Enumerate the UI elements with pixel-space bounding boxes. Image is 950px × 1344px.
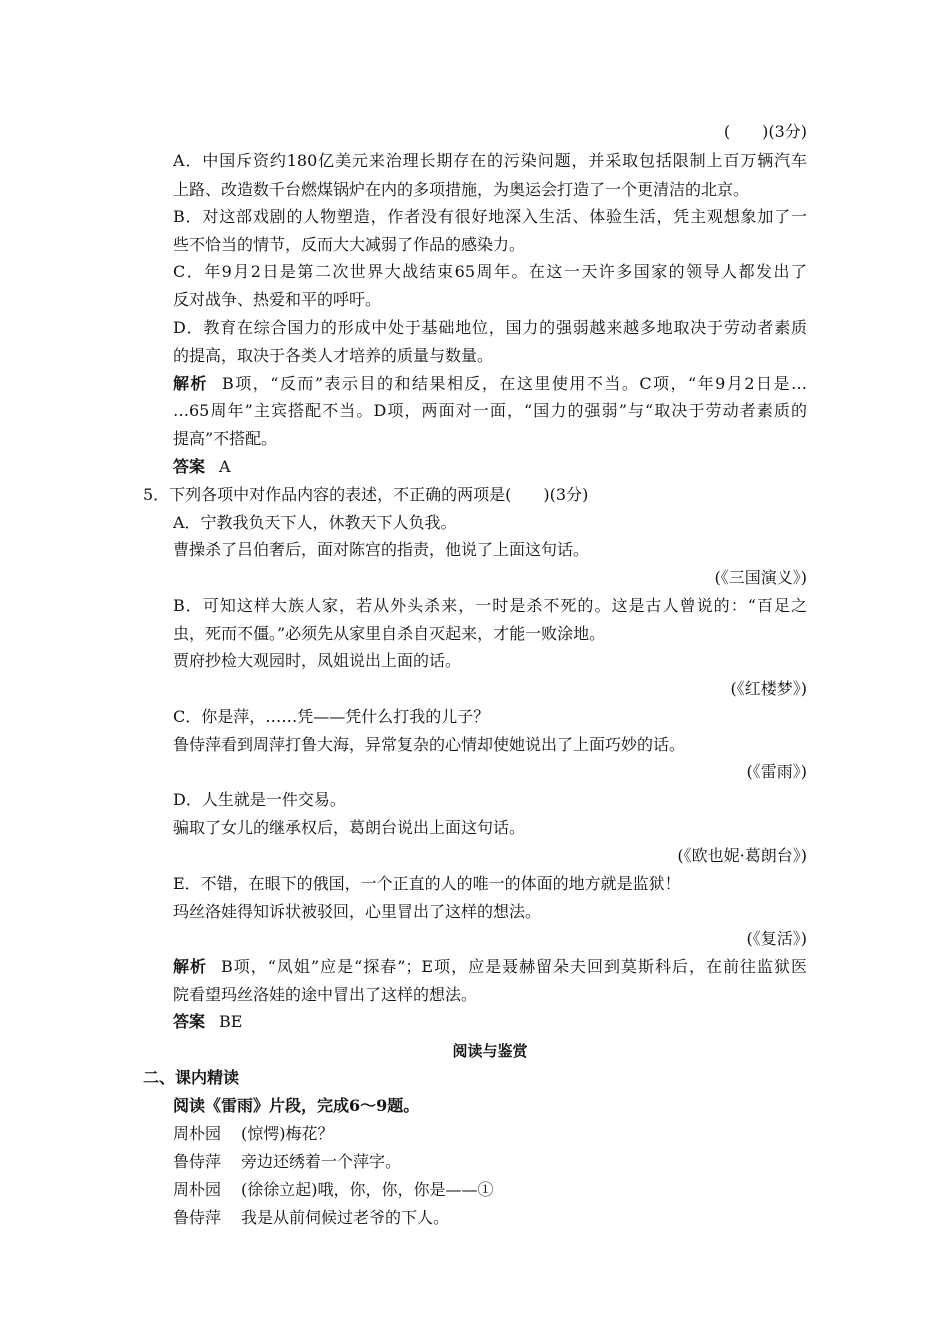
q5-item-b-source: (《红楼梦》) xyxy=(730,679,807,698)
q5-item-e-quote: E．不错，在眼下的俄国，一个正直的人的唯一的体面的地方就是监狱！ xyxy=(173,874,681,893)
dialogue-speaker: 周朴园 xyxy=(173,1180,222,1199)
part-title: 二、课内精读 xyxy=(143,1068,240,1087)
q4-option-b-line2: 些不恰当的情节，反而大大减弱了作品的感染力。 xyxy=(173,235,526,254)
q4-option-b-line1: B．对这部戏剧的人物塑造，作者没有很好地深入生活、体验生活，凭主观想象加了一 xyxy=(173,207,807,226)
q4-answer-label: 答案 xyxy=(173,457,206,476)
q4-option-c-line1: C．年9月2日是第二次世界大战结束65周年。在这一天许多国家的领导人都发出了 xyxy=(173,262,807,281)
q4-option-d-line1: D．教育在综合国力的形成中处于基础地位，国力的强弱越来越多地取决于劳动者素质 xyxy=(173,318,807,337)
dialogue-text: 我是从前伺候过老爷的下人。 xyxy=(241,1208,450,1227)
q5-item-d-source: (《欧也妮·葛朗台》) xyxy=(677,846,807,865)
q4-analysis-line2: …65周年”主宾搭配不当。D项，两面对一面，“国力的强弱”与“取决于劳动者素质的 xyxy=(173,401,807,420)
q5-analysis-text1: B项，“凤姐”应是“探春”；E项，应是聂赫留朵夫回到莫斯科后，在前往监狱医 xyxy=(221,957,807,976)
q5-item-a-source: (《三国演义》) xyxy=(714,568,807,587)
q5-item-d-quote: D．人生就是一件交易。 xyxy=(173,790,346,809)
dialogue-speaker: 鲁侍萍 xyxy=(173,1208,222,1227)
q4-score-line: ( )(3分) xyxy=(723,122,807,141)
q4-answer-line xyxy=(173,453,807,481)
q5-analysis-line1 xyxy=(173,953,807,981)
dialogue-speaker: 鲁侍萍 xyxy=(173,1152,222,1171)
q5-analysis-label: 解析 xyxy=(173,957,207,976)
q5-answer-label: 答案 xyxy=(173,1012,206,1031)
reading-intro: 阅读《雷雨》片段，完成6～9题。 xyxy=(173,1096,420,1115)
q4-answer-value: A xyxy=(219,457,231,476)
q5-answer-value: BE xyxy=(219,1012,243,1031)
q5-item-c-quote: C．你是萍，……凭——凭什么打我的儿子？ xyxy=(173,707,490,726)
dialogue-text: 旁边还绣着一个萍字。 xyxy=(241,1152,402,1171)
q4-option-a-line1: A．中国斥资约180亿美元来治理长期存在的污染问题，并采取包括限制上百万辆汽车 xyxy=(173,151,807,170)
q4-analysis-line3: 提高”不搭配。 xyxy=(173,429,278,448)
dialogue-line-3 xyxy=(173,1176,807,1204)
section-title: 阅读与鉴赏 xyxy=(452,1042,528,1060)
q5-analysis-line2: 院看望玛丝洛娃的途中冒出了这样的想法。 xyxy=(173,985,478,1004)
q5-item-d-desc: 骗取了女儿的继承权后，葛朗台说出上面这句话。 xyxy=(173,818,526,837)
q4-option-d-line2: 的提高，取决于各类人才培养的质量与数量。 xyxy=(173,346,494,365)
dialogue-speaker: 周朴园 xyxy=(173,1124,222,1143)
q4-option-a-line2: 上路、改造数千台燃煤锅炉在内的多项措施，为奥运会打造了一个更清洁的北京。 xyxy=(173,180,750,199)
q5-item-b-desc: 贾府抄检大观园时，凤姐说出上面的话。 xyxy=(173,651,462,670)
q5-stem: 5．下列各项中对作品内容的表述，不正确的两项是( )(3分) xyxy=(143,485,589,504)
dialogue-text: (徐徐立起)哦，你，你，你是——① xyxy=(241,1180,494,1199)
q5-item-a-desc: 曹操杀了吕伯奢后，面对陈宫的指责，他说了上面这句话。 xyxy=(173,540,590,559)
q5-item-b-quote1: B．可知这样大族人家，若从外头杀来，一时是杀不死的。这是古人曾说的：“百足之 xyxy=(173,596,807,615)
q4-option-c-line2: 反对战争、热爱和平的呼吁。 xyxy=(173,290,382,309)
q5-item-c-desc: 鲁侍萍看到周萍打鲁大海，异常复杂的心情却使她说出了上面巧妙的话。 xyxy=(173,735,686,754)
dialogue-line-4 xyxy=(173,1204,807,1232)
q5-item-b-quote2: 虫，死而不僵。”必须先从家里自杀自灭起来，才能一败涂地。 xyxy=(173,624,606,643)
dialogue-text: (惊愕)梅花？ xyxy=(241,1124,334,1143)
q5-item-e-source: (《复活》) xyxy=(746,929,807,948)
q5-item-e-desc: 玛丝洛娃得知诉状被驳回，心里冒出了这样的想法。 xyxy=(173,902,542,921)
q4-analysis-text1: B项，“反而”表示目的和结果相反，在这里使用不当。C项，“年9月2日是… xyxy=(221,374,807,393)
q4-analysis-label: 解析 xyxy=(173,374,208,393)
dialogue-line-2 xyxy=(173,1148,807,1176)
q4-analysis-line1 xyxy=(173,370,807,398)
q5-item-c-source: (《雷雨》) xyxy=(746,762,807,781)
q5-item-a-quote: A．宁教我负天下人，休教天下人负我。 xyxy=(173,513,457,532)
q5-answer-line xyxy=(173,1008,807,1036)
dialogue-line-1 xyxy=(173,1120,807,1148)
